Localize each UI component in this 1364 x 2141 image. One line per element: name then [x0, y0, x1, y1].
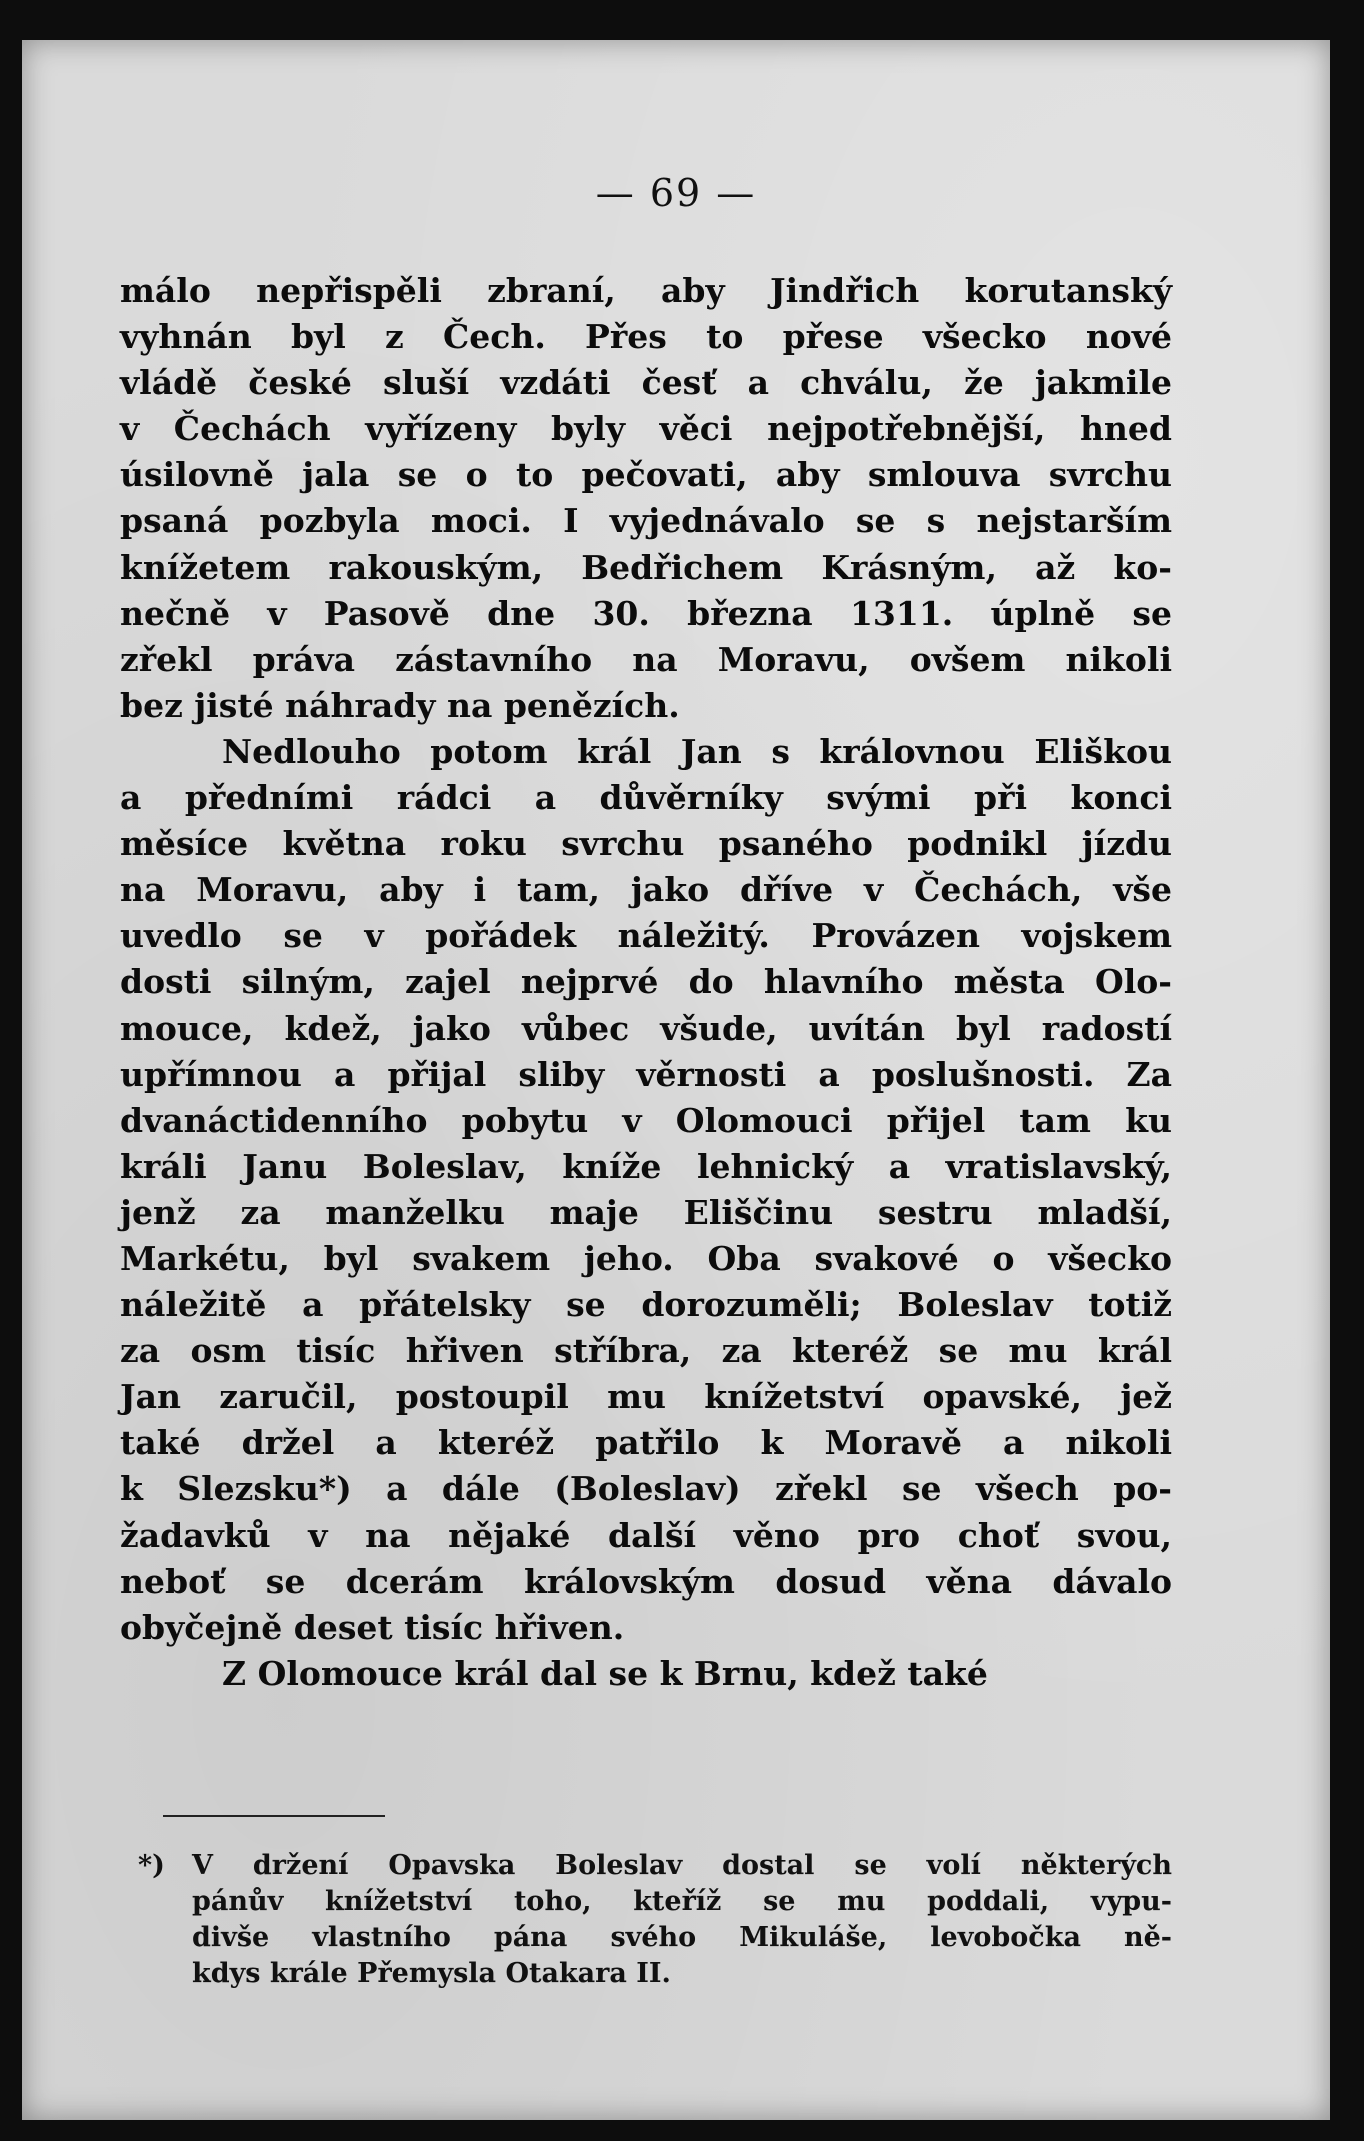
- text-line: králi Janu Boleslav, kníže lehnický a vratislavský,: [120, 1146, 1172, 1186]
- footnote-line: kdys krále Přemysla Otakara II.: [192, 1958, 671, 1989]
- footnote-line: pánův knížetství toho, kteříž se mu poddali, vypu-: [192, 1886, 1172, 1917]
- text-line: v Čechách vyřízeny byly věci nejpotřebnější, hned: [120, 409, 1172, 449]
- text-line: upřímnou a přijal sliby věrnosti a poslušnosti. Za: [120, 1054, 1172, 1094]
- text-line: také držel a kteréž patřilo k Moravě a nikoli: [120, 1423, 1172, 1463]
- footnote-divider: [163, 1815, 385, 1817]
- text-line: zřekl práva zástavního na Moravu, ovšem nikoli: [120, 639, 1172, 679]
- text-line: málo nepřispěli zbraní, aby Jindřich korutanský: [120, 271, 1172, 310]
- text-line: náležitě a přátelsky se dorozuměli; Boleslav totiž: [120, 1285, 1172, 1325]
- text-line: k Slezsku*) a dále (Boleslav) zřekl se všech po-: [120, 1469, 1172, 1509]
- text-line: mouce, kdež, jako vůbec všude, uvítán byl radostí: [120, 1008, 1172, 1048]
- text-line: úsilovně jala se o to pečovati, aby smlouva svrchu: [120, 455, 1172, 495]
- text-line: Markétu, byl svakem jeho. Oba svakové o všecko: [120, 1238, 1172, 1278]
- text-line: neboť se dcerám královským dosud věna dávalo: [120, 1561, 1172, 1601]
- text-line: vládě české sluší vzdáti česť a chválu, že jakmile: [120, 363, 1172, 403]
- text-line: Nedlouho potom král Jan s královnou Eliškou: [222, 731, 1172, 771]
- book-page: [22, 40, 1330, 2120]
- text-line: za osm tisíc hřiven stříbra, za kteréž se mu král: [120, 1331, 1172, 1371]
- text-line: knížetem rakouským, Bedřichem Krásným, až ko-: [120, 547, 1172, 587]
- text-line: nečně v Pasově dne 30. března 1311. úplně se: [120, 593, 1172, 633]
- text-line: Jan zaručil, postoupil mu knížetství opavské, jež: [120, 1377, 1172, 1417]
- text-line: na Moravu, aby i tam, jako dříve v Čechách, vše: [120, 870, 1172, 910]
- footnote: [138, 1848, 1172, 1992]
- text-line: dvanáctidenního pobytu v Olomouci přijel tam ku: [120, 1100, 1172, 1140]
- text-line: dosti silným, zajel nejprvé do hlavního města Olo-: [120, 962, 1172, 1002]
- text-line: Z Olomouce král dal se k Brnu, kdež také: [222, 1653, 988, 1693]
- text-line: měsíce května roku svrchu psaného podnikl jízdu: [120, 824, 1172, 864]
- text-line: žadavků v na nějaké další věno pro choť svou,: [120, 1515, 1172, 1555]
- text-line: psaná pozbyla moci. I vyjednávalo se s nejstarším: [120, 501, 1172, 541]
- page-number: — 69 —: [595, 171, 757, 215]
- text-line: a předními rádci a důvěrníky svými při konci: [120, 778, 1172, 818]
- footnote-marker: *): [138, 1850, 165, 1881]
- text-line: vyhnán byl z Čech. Přes to přese všecko nové: [120, 317, 1172, 357]
- body-text: [120, 268, 1172, 1697]
- text-line: jenž za manželku maje Eliščinu sestru mladší,: [120, 1192, 1172, 1232]
- text-line: uvedlo se v pořádek náležitý. Provázen vojskem: [120, 916, 1172, 956]
- footnote-line: divše vlastního pána svého Mikuláše, levobočka ně-: [192, 1922, 1172, 1953]
- text-line: obyčejně deset tisíc hřiven.: [120, 1607, 625, 1647]
- footnote-line: V držení Opavska Boleslav dostal se volí některých: [192, 1850, 1172, 1881]
- text-line: bez jisté náhrady na penězích.: [120, 685, 680, 725]
